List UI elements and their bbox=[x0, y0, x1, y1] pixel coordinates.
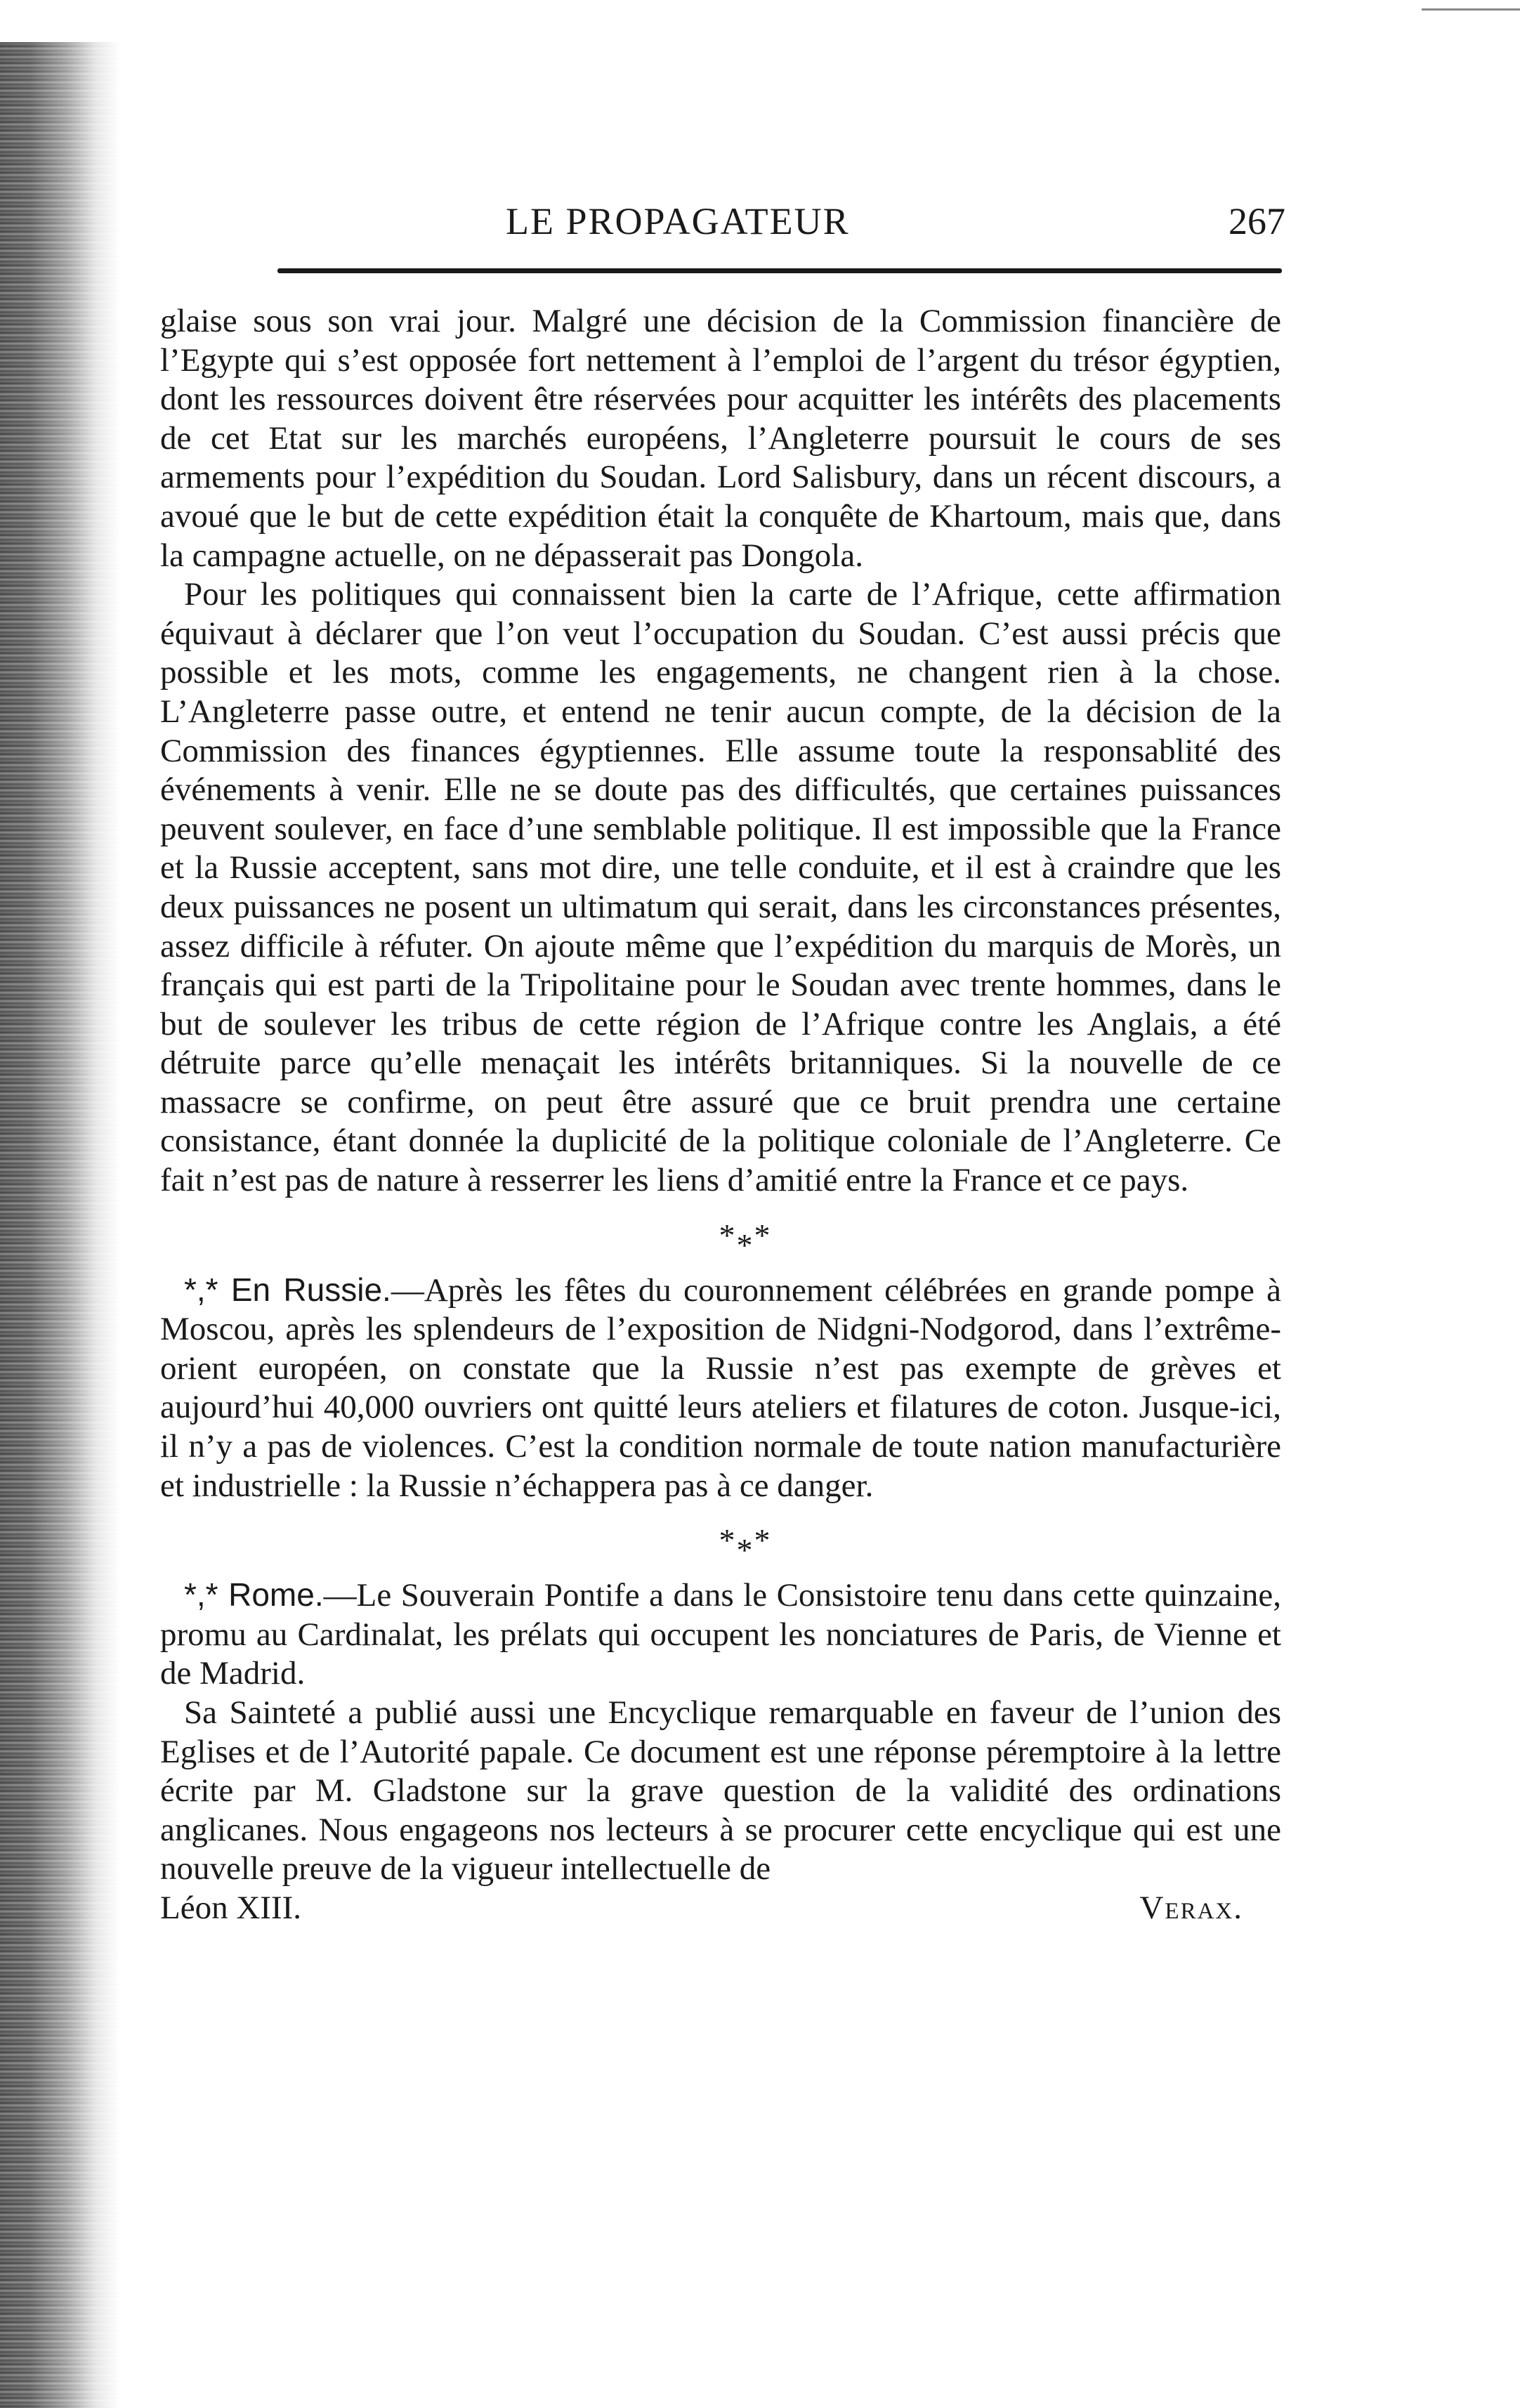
section-rome-text: —Le Souverain Pontife a dans le Consistoire tenu dans cette quinzaine, promu au Cardinalat, les prélats qui occupent les nonciatures de Paris, de Vienne et de Madrid. bbox=[160, 1577, 1281, 1692]
running-title: LE PROPAGATEUR bbox=[506, 200, 850, 242]
closing-words: Léon XIII. bbox=[160, 1889, 301, 1926]
closing-line bbox=[160, 1889, 1281, 1928]
header-rule bbox=[277, 268, 1282, 273]
paragraph-1: glaise sous son vrai jour. Malgré une décision de la Commission financière de l’Egypte qui s’est opposée fort nettement à l’emploi de l’argent du trésor égyptien, dont les ressources doivent être réservées pour acquitter les intérêts des placements de cet Etat sur les marchés européens, l’Angleterre poursuit le cours de ses armements pour l’expédition du Soudan. Lord Salisbury, dans un récent discours, a avoué que le but de cette expédition était la conquête de Khartoum, mais que, dans la campagne actuelle, on ne dépasserait pas Dongola. bbox=[160, 303, 1281, 574]
paragraph-2: Pour les politiques qui connaissent bien la carte de l’Afrique, cette affirmation équivaut à déclarer que l’on veut l’occupation du Soudan. C’est aussi précis que possible et les mots, comme les engagements, ne changent rien à la chose. L’Angleterre passe outre, et entend ne tenir aucun compte, de la décision de la Commission des finances égyptiennes. Elle assume toute la responsablité des événements à venir. Elle ne se doute pas des difficultés, que certaines puissances peuvent soulever, en face d’une semblable politique. Il est impossible que la France et la Russie acceptent, sans mot dire, une telle conduite, et il est à craindre que les deux puissances ne posent un ultimatum qui serait, dans les circonstances présentes, assez difficile à réfuter. On ajoute même que l’expédition du marquis de Morès, un français qui est parti de la Tripolitaine pour le Soudan avec trente hommes, dans le but de soulever les tribus de cette région de l’Afrique contre les Anglais, a été détruite parce qu’elle menaçait les intérêts britanniques. Si la nouvelle de ce massacre se confirme, on peut être assuré que ce bruit prendra une certaine consistance, étant donnée la duplicité de la politique coloniale de l’Angleterre. Ce fait n’est pas de nature à resserrer les liens d’amitié entre la France et ce pays. bbox=[160, 576, 1281, 1199]
article-body bbox=[160, 302, 1281, 1928]
scan-edge-mark bbox=[1422, 8, 1520, 11]
asterism-separator: *** bbox=[719, 1522, 772, 1569]
page-header bbox=[506, 190, 1285, 253]
section-russia bbox=[160, 1271, 1281, 1506]
section-russia-text: —Après les fêtes du couronnement célébrées en grande pompe à Moscou, après les splendeurs de l’exposition de Nidgni-Nodgorod, dans l’extrême-orient européen, on constate que la Russie n’est pas exempte de grèves et aujourd’hui 40,000 ouvriers ont quitté leurs ateliers et filatures de coton. Jusque-ici, il n’y a pas de violences. C’est la condition normale de toute nation manufacturière et industrielle : la Russie n’échappera pas à ce danger. bbox=[160, 1271, 1282, 1504]
section-russia-heading: *,* En Russie. bbox=[184, 1271, 391, 1308]
section-rome-heading: *,* Rome. bbox=[184, 1576, 324, 1614]
binding-shadow bbox=[0, 42, 119, 2408]
paragraph-encyclical: Sa Sainteté a publié aussi une Encyclique remarquable en faveur de l’union des Eglises et de l’Autorité papale. Ce document est une réponse péremptoire à la lettre écrite par M. Gladstone sur la grave question de la validité des ordinations anglicanes. Nous engageons nos lecteurs à se procurer cette encyclique qui est une nouvelle preuve de la vigueur intellectuelle de bbox=[160, 1694, 1281, 1887]
section-rome bbox=[160, 1576, 1281, 1694]
page-number: 267 bbox=[1229, 200, 1285, 242]
author-signature: Verax. bbox=[1139, 1889, 1243, 1926]
asterism-separator: *** bbox=[719, 1217, 772, 1263]
